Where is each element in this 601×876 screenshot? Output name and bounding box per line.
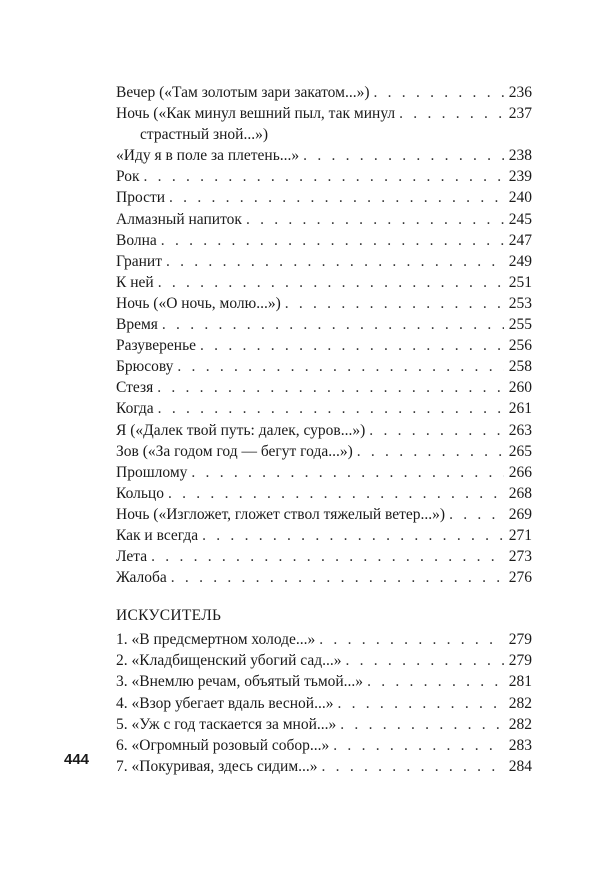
toc-entry	[116, 546, 532, 567]
toc-entry	[116, 441, 532, 462]
dot-leader	[144, 166, 504, 187]
section-entries	[116, 629, 532, 777]
toc-entry	[116, 462, 532, 483]
entry-page-number: 253	[508, 294, 532, 312]
entry-title: Жалоба	[116, 569, 167, 587]
entry-title: 3. «Внемлю речам, объятый тьмой...»	[116, 673, 364, 691]
entry-page-number: 261	[508, 400, 532, 418]
dot-leader	[319, 629, 504, 650]
entry-title: Время	[116, 316, 158, 334]
entry-title	[116, 103, 395, 145]
page-number: 444	[64, 751, 90, 768]
dot-leader	[357, 441, 504, 462]
toc-entry	[116, 483, 532, 504]
dot-leader	[158, 272, 504, 293]
entry-title: Вечер («Там золотым зари закатом...»)	[116, 84, 370, 101]
toc-entry	[116, 671, 532, 692]
dot-leader	[191, 462, 504, 483]
entry-page-number: 249	[508, 252, 532, 270]
entry-page-number: 265	[508, 442, 532, 460]
entry-page-number: 266	[508, 463, 532, 481]
dot-leader	[340, 714, 504, 735]
toc-entry	[116, 356, 532, 377]
dot-leader	[322, 756, 504, 777]
entry-page-number: 255	[508, 316, 532, 334]
dot-leader	[367, 671, 504, 692]
entry-page-number: 245	[508, 210, 532, 228]
dot-leader	[151, 546, 504, 567]
entry-title: 6. «Огромный розовый собор...»	[116, 736, 330, 754]
dot-leader	[285, 293, 504, 314]
toc-entry	[116, 272, 532, 293]
entry-title: 5. «Уж с год таскается за мной...»	[116, 715, 337, 733]
dot-leader	[374, 82, 505, 103]
dot-leader	[449, 504, 504, 525]
entry-page-number: 283	[508, 736, 532, 754]
toc-entry	[116, 735, 532, 756]
entry-page-number: 251	[508, 273, 532, 291]
entry-title: Гранит	[116, 252, 162, 270]
dot-leader	[246, 209, 504, 230]
section-title: ИСКУСИТЕЛЬ	[116, 607, 222, 625]
entry-title: Стезя	[116, 379, 154, 397]
toc-entry	[116, 166, 532, 187]
entry-page-number: 281	[508, 673, 532, 691]
toc-entry	[116, 314, 532, 335]
dot-leader	[158, 398, 504, 419]
entry-title: Кольцо	[116, 484, 164, 502]
toc-entry	[116, 377, 532, 398]
entry-page-number: 240	[508, 189, 532, 207]
toc-entry	[116, 293, 532, 314]
dot-leader	[369, 420, 504, 441]
dot-leader	[162, 314, 504, 335]
toc-entry	[116, 420, 532, 441]
entry-page-number: 238	[508, 147, 532, 165]
entry-title: Ночь («Изгложет, гложет ствол тяжелый ветер...»)	[116, 505, 446, 523]
dot-leader	[166, 251, 504, 272]
entry-title: 1. «В предсмертном холоде...»	[116, 631, 316, 649]
entry-title: К ней	[116, 273, 154, 291]
entry-title: Когда	[116, 400, 154, 418]
entry-title: Как и всегда	[116, 526, 199, 544]
entry-page-number: 247	[508, 231, 532, 249]
entry-title: 7. «Покуривая, здесь сидим...»	[116, 757, 318, 775]
entry-page-number: 273	[508, 548, 532, 566]
entry-title-line: Ночь («Как минул вешний пыл, так минул	[116, 105, 396, 123]
entry-title: Рок	[116, 168, 140, 186]
dot-leader	[177, 356, 504, 377]
toc-entry	[116, 504, 532, 525]
entry-page-number: 239	[508, 168, 532, 186]
entry-title: Я («Далек твой путь: далек, суров...»)	[116, 421, 366, 439]
toc-entry	[116, 525, 532, 546]
entry-title: Брюсову	[116, 358, 174, 376]
dot-leader	[399, 103, 504, 124]
toc-entries	[116, 82, 532, 588]
dot-leader	[333, 735, 504, 756]
dot-leader	[161, 230, 504, 251]
table-of-contents	[116, 82, 532, 777]
entry-title: 4. «Взор убегает вдаль весной...»	[116, 694, 334, 712]
entry-page-number: 237	[508, 105, 532, 123]
toc-entry	[116, 398, 532, 419]
dot-leader	[171, 567, 504, 588]
entry-page-number: 279	[508, 652, 532, 670]
dot-leader	[168, 483, 504, 504]
toc-entry	[116, 567, 532, 588]
dot-leader	[157, 377, 504, 398]
toc-entry	[116, 335, 532, 356]
dot-leader	[202, 525, 504, 546]
entry-title: «Иду я в поле за плетень...»	[116, 147, 300, 165]
toc-entry	[116, 629, 532, 650]
entry-page-number: 260	[508, 379, 532, 397]
toc-entry	[116, 82, 532, 103]
entry-page-number: 269	[508, 505, 532, 523]
toc-entry	[116, 209, 532, 230]
entry-page-number: 268	[508, 484, 532, 502]
entry-page-number: 236	[508, 84, 532, 101]
entry-title: Прошлому	[116, 463, 188, 481]
toc-entry	[116, 693, 532, 714]
entry-page-number: 284	[508, 757, 532, 775]
entry-title: Волна	[116, 231, 157, 249]
toc-entry	[116, 187, 532, 208]
entry-page-number: 263	[508, 421, 532, 439]
toc-entry	[116, 103, 532, 145]
entry-page-number: 256	[508, 337, 532, 355]
toc-entry	[116, 251, 532, 272]
entry-title: Прости	[116, 189, 166, 207]
entry-title: Зов («За годом год — бегут года...»)	[116, 442, 353, 460]
entry-page-number: 258	[508, 358, 532, 376]
dot-leader	[345, 650, 504, 671]
dot-leader	[169, 187, 504, 208]
entry-title: Ночь («О ночь, молю...»)	[116, 294, 281, 312]
entry-page-number: 271	[508, 526, 532, 544]
entry-title: Алмазный напиток	[116, 210, 242, 228]
entry-title: Разуверенье	[116, 337, 197, 355]
entry-title: 2. «Кладбищенский убогий сад...»	[116, 652, 342, 670]
toc-entry	[116, 650, 532, 671]
entry-page-number: 282	[508, 694, 532, 712]
toc-entry	[116, 230, 532, 251]
dot-leader	[337, 693, 504, 714]
toc-entry	[116, 756, 532, 777]
dot-leader	[200, 335, 504, 356]
entry-page-number: 276	[508, 569, 532, 587]
entry-title-continuation: страстный зной...»)	[140, 126, 269, 144]
entry-page-number: 279	[508, 631, 532, 649]
entry-title: Лета	[116, 548, 148, 566]
toc-entry	[116, 145, 532, 166]
dot-leader	[303, 145, 504, 166]
toc-entry	[116, 714, 532, 735]
entry-page-number: 282	[508, 715, 532, 733]
